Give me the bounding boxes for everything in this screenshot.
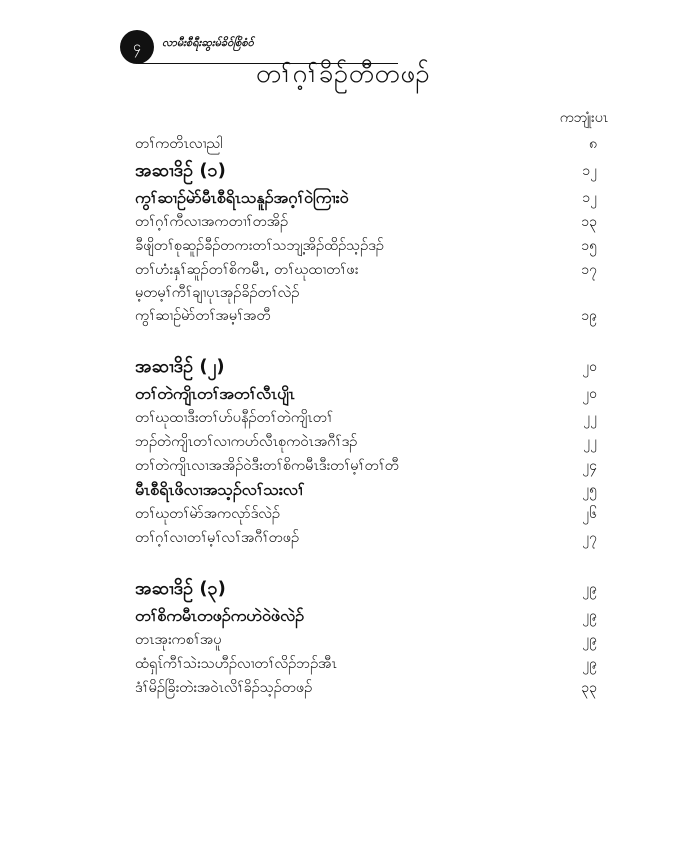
entry-page-number: ၂၆ (582, 506, 597, 522)
toc-entry (135, 132, 605, 156)
entry-text: တၢ်ဟံးနှၢ်ဆူၣ်တၢ်စိကမီၤ, တၢ်ဃုထၢတၢ်ဖး (135, 262, 359, 278)
entry-page-number: ၂၇ (582, 530, 597, 546)
section-gap (135, 328, 605, 352)
entry-page-number: ၁၂ (582, 163, 597, 179)
section-gap (135, 550, 605, 574)
entry-text: အဆၢဒိဉ် (၂) (135, 356, 225, 377)
running-title: လာမီးစီရီးဆွးမ်ခိဝ်စြိစံဝ် (162, 36, 254, 49)
entry-text: တၢ်စိကမီၤတဖၣ်ကဟဲဝဲဖဲလဲၣ် (135, 606, 304, 625)
toc-entry (135, 430, 605, 454)
entry-page-number: ၁၂ (582, 190, 597, 206)
entry-text: အဆၢဒိဉ် (၃) (135, 578, 226, 599)
toc-entry (135, 258, 605, 282)
toc-chapter-heading (135, 382, 605, 406)
entry-text: တၢ်ဃုထၢဒီးတၢ်ဟ်ပနီၣ်တၢ်တဲကျိၤတၢ် (135, 410, 333, 426)
entry-page-number: ၂၅ (582, 482, 597, 498)
entry-text: မ့တမ့ၢ်ကီၢ်ချၢပုၤအုၣ်ခိၣ်တၢ်လဲၣ် (135, 285, 300, 301)
toc-entry (135, 210, 605, 234)
toc-part-heading (135, 156, 605, 186)
toc-entry (135, 304, 605, 328)
entry-text: အဆၢဒိဉ် (၁) (135, 160, 226, 181)
toc-entry-continuation (135, 282, 605, 304)
entry-page-number: ၂၄ (582, 458, 597, 474)
toc-entry (135, 406, 605, 430)
page-column-label: ကဘျုံးပၤ (559, 110, 608, 126)
entry-page-number: ၂၂ (583, 434, 597, 450)
entry-text: တၢ်တဲကျိၤတၢ်အတၢ်လီၤပျိၤ (135, 384, 295, 403)
entry-text: တၢ်ဂ့ၢ်လၢတၢ်မ့ၢ်လၢ်အဂီၢ်တဖၣ် (135, 530, 300, 546)
entry-page-number: ၂၂ (583, 410, 597, 426)
entry-page-number: ၁၇ (581, 262, 597, 278)
entry-text: တၢ်ကတိၤလၢညါ (135, 136, 223, 152)
toc-entry (135, 454, 605, 478)
entry-page-number: ၈ (589, 136, 597, 152)
entry-page-number: ၂၉ (582, 656, 597, 672)
entry-page-number: ၁၃ (581, 214, 597, 230)
entry-page-number: ၂၉ (582, 608, 597, 624)
page-title: တၢ်ဂ့ၢ်ခိဉ်တီတဖၣ် (255, 59, 431, 89)
entry-page-number: ၂၀ (582, 386, 597, 402)
page-number-badge: ၄ (120, 30, 154, 64)
toc-entry (135, 628, 605, 652)
entry-text: ကွၢ်ဆၢဉ်မဲာ်မီၤစီရိၤသနူၣ်အဂ့ၢ်ဝဲကြၢးဝဲ (135, 188, 349, 207)
toc-entry (135, 676, 605, 700)
entry-page-number: ၁၉ (581, 308, 597, 324)
toc-chapter-heading (135, 186, 605, 210)
entry-text: ဒံၢ်မိၣ်ခြိးတဲးအဝဲၤလိၢ်ခိၣ်သ့ၣ်တဖၣ် (135, 680, 313, 696)
entry-text: တၢ်ဂ့ၢ်ကီလၢအကတၢၢ်တအိၣ် (135, 214, 289, 230)
entry-text: ကွၢ်ဆၢဉ်မဲာ်တၢ်အမ့ၢ်အတီ (135, 308, 271, 324)
entry-text: ခီဖျိတၢ်စုဆူၣ်ခီၣ်တကးတၢ်သဘျ့အိၣ်ထိၣ်သ့ၣ်ဒၣ် (135, 238, 384, 254)
entry-text: ဘၣ်တဲကျိၤတၢ်လၢကဟ်လီၤစုကဝဲၤအဂီၢ်ဒၣ် (135, 434, 358, 450)
entry-text: မီၤစီရိၤဖိလၢအသ့ၣ်လၢ်သးလၢ် (135, 480, 305, 499)
entry-page-number: ၂၉ (582, 581, 597, 597)
toc-entry (135, 526, 605, 550)
toc-entry (135, 652, 605, 676)
toc-part-heading (135, 352, 605, 382)
entry-page-number: ၃၃ (581, 680, 597, 696)
toc-entry (135, 234, 605, 258)
toc-entry (135, 502, 605, 526)
toc-chapter-heading (135, 604, 605, 628)
entry-page-number: ၂၉ (582, 632, 597, 648)
table-of-contents (135, 132, 605, 700)
entry-text: ထံရှၤ်ကီၢ်သဲးသဟီၣ်လၢတၢ်လိၣ်ဘၣ်အီၤ (135, 656, 337, 672)
toc-part-heading (135, 574, 605, 604)
entry-page-number: ၂၀ (582, 359, 597, 375)
toc-entry (135, 478, 605, 502)
entry-page-number: ၁၅ (581, 238, 597, 254)
entry-text: တၢ်တဲကျိၤလၢအအိၣ်ဝဲဒီးတၢ်စိကမီၤဒီးတၢ်မ့ၢ်တၢ်တီ (135, 458, 399, 474)
entry-text: တၢ်ဃုတၢ်မဲာ်အကလုာ်ဒ်လဲၣ် (135, 506, 280, 522)
entry-text: တၤအုးကစၢ်အပူ (135, 632, 222, 648)
